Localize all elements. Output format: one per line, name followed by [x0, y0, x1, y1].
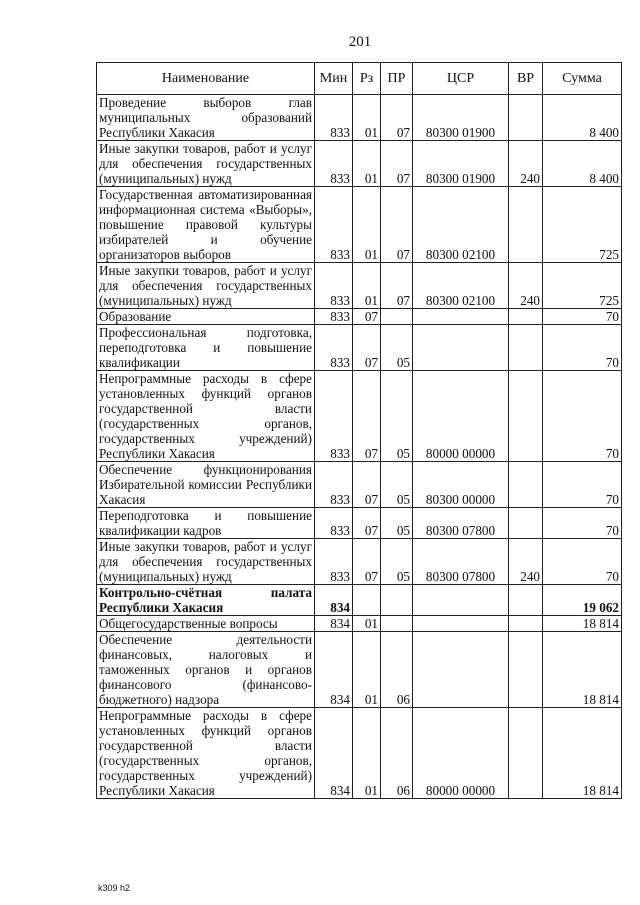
cell-name: Иные закупки товаров, работ и услуг для обеспечения государственных (муниципальных) нужд: [97, 539, 315, 585]
cell-rz: 01: [353, 95, 381, 141]
cell-vr: 240: [509, 539, 543, 585]
table-row: [97, 309, 622, 325]
cell-min: 834: [315, 585, 353, 616]
cell-sum: 18 814: [543, 708, 622, 799]
cell-csr: [413, 616, 509, 632]
cell-vr: [509, 585, 543, 616]
cell-min: 833: [315, 141, 353, 187]
cell-csr: 80300 07800: [413, 508, 509, 539]
cell-pr: 05: [381, 371, 413, 462]
cell-csr: 80300 01900: [413, 95, 509, 141]
cell-vr: [509, 187, 543, 263]
cell-pr: 05: [381, 462, 413, 508]
cell-min: 833: [315, 263, 353, 309]
cell-csr: 80000 00000: [413, 708, 509, 799]
cell-min: 833: [315, 539, 353, 585]
cell-pr: 07: [381, 263, 413, 309]
cell-sum: 18 814: [543, 632, 622, 708]
cell-name: Иные закупки товаров, работ и услуг для обеспечения государственных (муниципальных) нужд: [97, 141, 315, 187]
cell-name: Непрограммные расходы в сфере установленных функций органов государственной власти (государственных органов, государственных учреждений) Республики Хакасия: [97, 371, 315, 462]
cell-pr: 07: [381, 141, 413, 187]
budget-table: [96, 62, 622, 799]
cell-name: Образование: [97, 309, 315, 325]
cell-pr: [381, 616, 413, 632]
table-row: [97, 462, 622, 508]
cell-rz: 01: [353, 632, 381, 708]
cell-rz: 01: [353, 616, 381, 632]
cell-csr: 80300 07800: [413, 539, 509, 585]
table-row: [97, 585, 622, 616]
cell-vr: 240: [509, 141, 543, 187]
cell-vr: [509, 616, 543, 632]
table-row: [97, 325, 622, 371]
table-row: [97, 371, 622, 462]
cell-rz: 07: [353, 539, 381, 585]
table-row: [97, 708, 622, 799]
cell-name: Обеспечение функционирования Избирательной комиссии Республики Хакасия: [97, 462, 315, 508]
cell-csr: [413, 632, 509, 708]
cell-rz: 07: [353, 508, 381, 539]
cell-min: 833: [315, 508, 353, 539]
cell-csr: 80300 02100: [413, 263, 509, 309]
cell-pr: 05: [381, 325, 413, 371]
cell-pr: 05: [381, 508, 413, 539]
cell-csr: [413, 309, 509, 325]
cell-vr: 240: [509, 263, 543, 309]
cell-min: 833: [315, 371, 353, 462]
cell-csr: 80000 00000: [413, 371, 509, 462]
cell-sum: 70: [543, 508, 622, 539]
cell-name: Профессиональная подготовка, переподготовка и повышение квалификации: [97, 325, 315, 371]
column-header-rz: Рз: [353, 63, 381, 95]
cell-vr: [509, 632, 543, 708]
cell-rz: 07: [353, 371, 381, 462]
cell-csr: 80300 01900: [413, 141, 509, 187]
cell-pr: [381, 309, 413, 325]
cell-sum: 70: [543, 539, 622, 585]
cell-sum: 8 400: [543, 95, 622, 141]
cell-pr: 06: [381, 708, 413, 799]
cell-pr: 05: [381, 539, 413, 585]
table-row: [97, 187, 622, 263]
cell-min: 834: [315, 632, 353, 708]
cell-sum: 725: [543, 187, 622, 263]
column-header-sum: Сумма: [543, 63, 622, 95]
cell-sum: 725: [543, 263, 622, 309]
column-header-min: Мин: [315, 63, 353, 95]
cell-name: Государственная автоматизированная информационная система «Выборы», повышение правовой культуры избирателей и обучение организаторов выборов: [97, 187, 315, 263]
cell-sum: 19 062: [543, 585, 622, 616]
cell-min: 833: [315, 187, 353, 263]
cell-vr: [509, 462, 543, 508]
cell-csr: [413, 325, 509, 371]
cell-name: Переподготовка и повышение квалификации кадров: [97, 508, 315, 539]
column-header-name: Наименование: [97, 63, 315, 95]
cell-min: 833: [315, 462, 353, 508]
cell-csr: 80300 02100: [413, 187, 509, 263]
cell-vr: [509, 508, 543, 539]
cell-rz: 01: [353, 141, 381, 187]
table-row: [97, 508, 622, 539]
cell-name: Иные закупки товаров, работ и услуг для обеспечения государственных (муниципальных) нужд: [97, 263, 315, 309]
footer-code: k309 h2: [98, 883, 131, 893]
table-row: [97, 263, 622, 309]
cell-name: Контрольно-счётная палата Республики Хакасия: [97, 585, 315, 616]
cell-name: Проведение выборов глав муниципальных образований Республики Хакасия: [97, 95, 315, 141]
cell-name: Непрограммные расходы в сфере установленных функций органов государственной власти (государственных органов, государственных учреждений) Республики Хакасия: [97, 708, 315, 799]
cell-sum: 70: [543, 309, 622, 325]
cell-sum: 8 400: [543, 141, 622, 187]
cell-pr: 07: [381, 95, 413, 141]
cell-min: 834: [315, 616, 353, 632]
cell-pr: [381, 585, 413, 616]
table-row: [97, 616, 622, 632]
cell-rz: 01: [353, 187, 381, 263]
column-header-csr: ЦСР: [413, 63, 509, 95]
cell-vr: [509, 95, 543, 141]
cell-name: Обеспечение деятельности финансовых, налоговых и таможенных органов и органов финансового (финансово-бюджетного) надзора: [97, 632, 315, 708]
cell-vr: [509, 325, 543, 371]
page-number: 201: [348, 34, 372, 50]
cell-min: 834: [315, 708, 353, 799]
cell-sum: 70: [543, 371, 622, 462]
cell-vr: [509, 309, 543, 325]
cell-pr: 07: [381, 187, 413, 263]
table-row: [97, 632, 622, 708]
cell-rz: 01: [353, 263, 381, 309]
cell-csr: 80300 00000: [413, 462, 509, 508]
cell-rz: 07: [353, 309, 381, 325]
cell-min: 833: [315, 309, 353, 325]
table-row: [97, 539, 622, 585]
cell-vr: [509, 708, 543, 799]
column-header-pr: ПР: [381, 63, 413, 95]
cell-vr: [509, 371, 543, 462]
cell-sum: 70: [543, 462, 622, 508]
header-row: [97, 63, 622, 95]
cell-pr: 06: [381, 632, 413, 708]
cell-rz: 07: [353, 325, 381, 371]
cell-rz: [353, 585, 381, 616]
table-row: [97, 141, 622, 187]
cell-rz: 01: [353, 708, 381, 799]
column-header-vr: ВР: [509, 63, 543, 95]
cell-name: Общегосударственные вопросы: [97, 616, 315, 632]
cell-sum: 70: [543, 325, 622, 371]
table-row: [97, 95, 622, 141]
cell-min: 833: [315, 95, 353, 141]
cell-rz: 07: [353, 462, 381, 508]
cell-csr: [413, 585, 509, 616]
cell-min: 833: [315, 325, 353, 371]
cell-sum: 18 814: [543, 616, 622, 632]
